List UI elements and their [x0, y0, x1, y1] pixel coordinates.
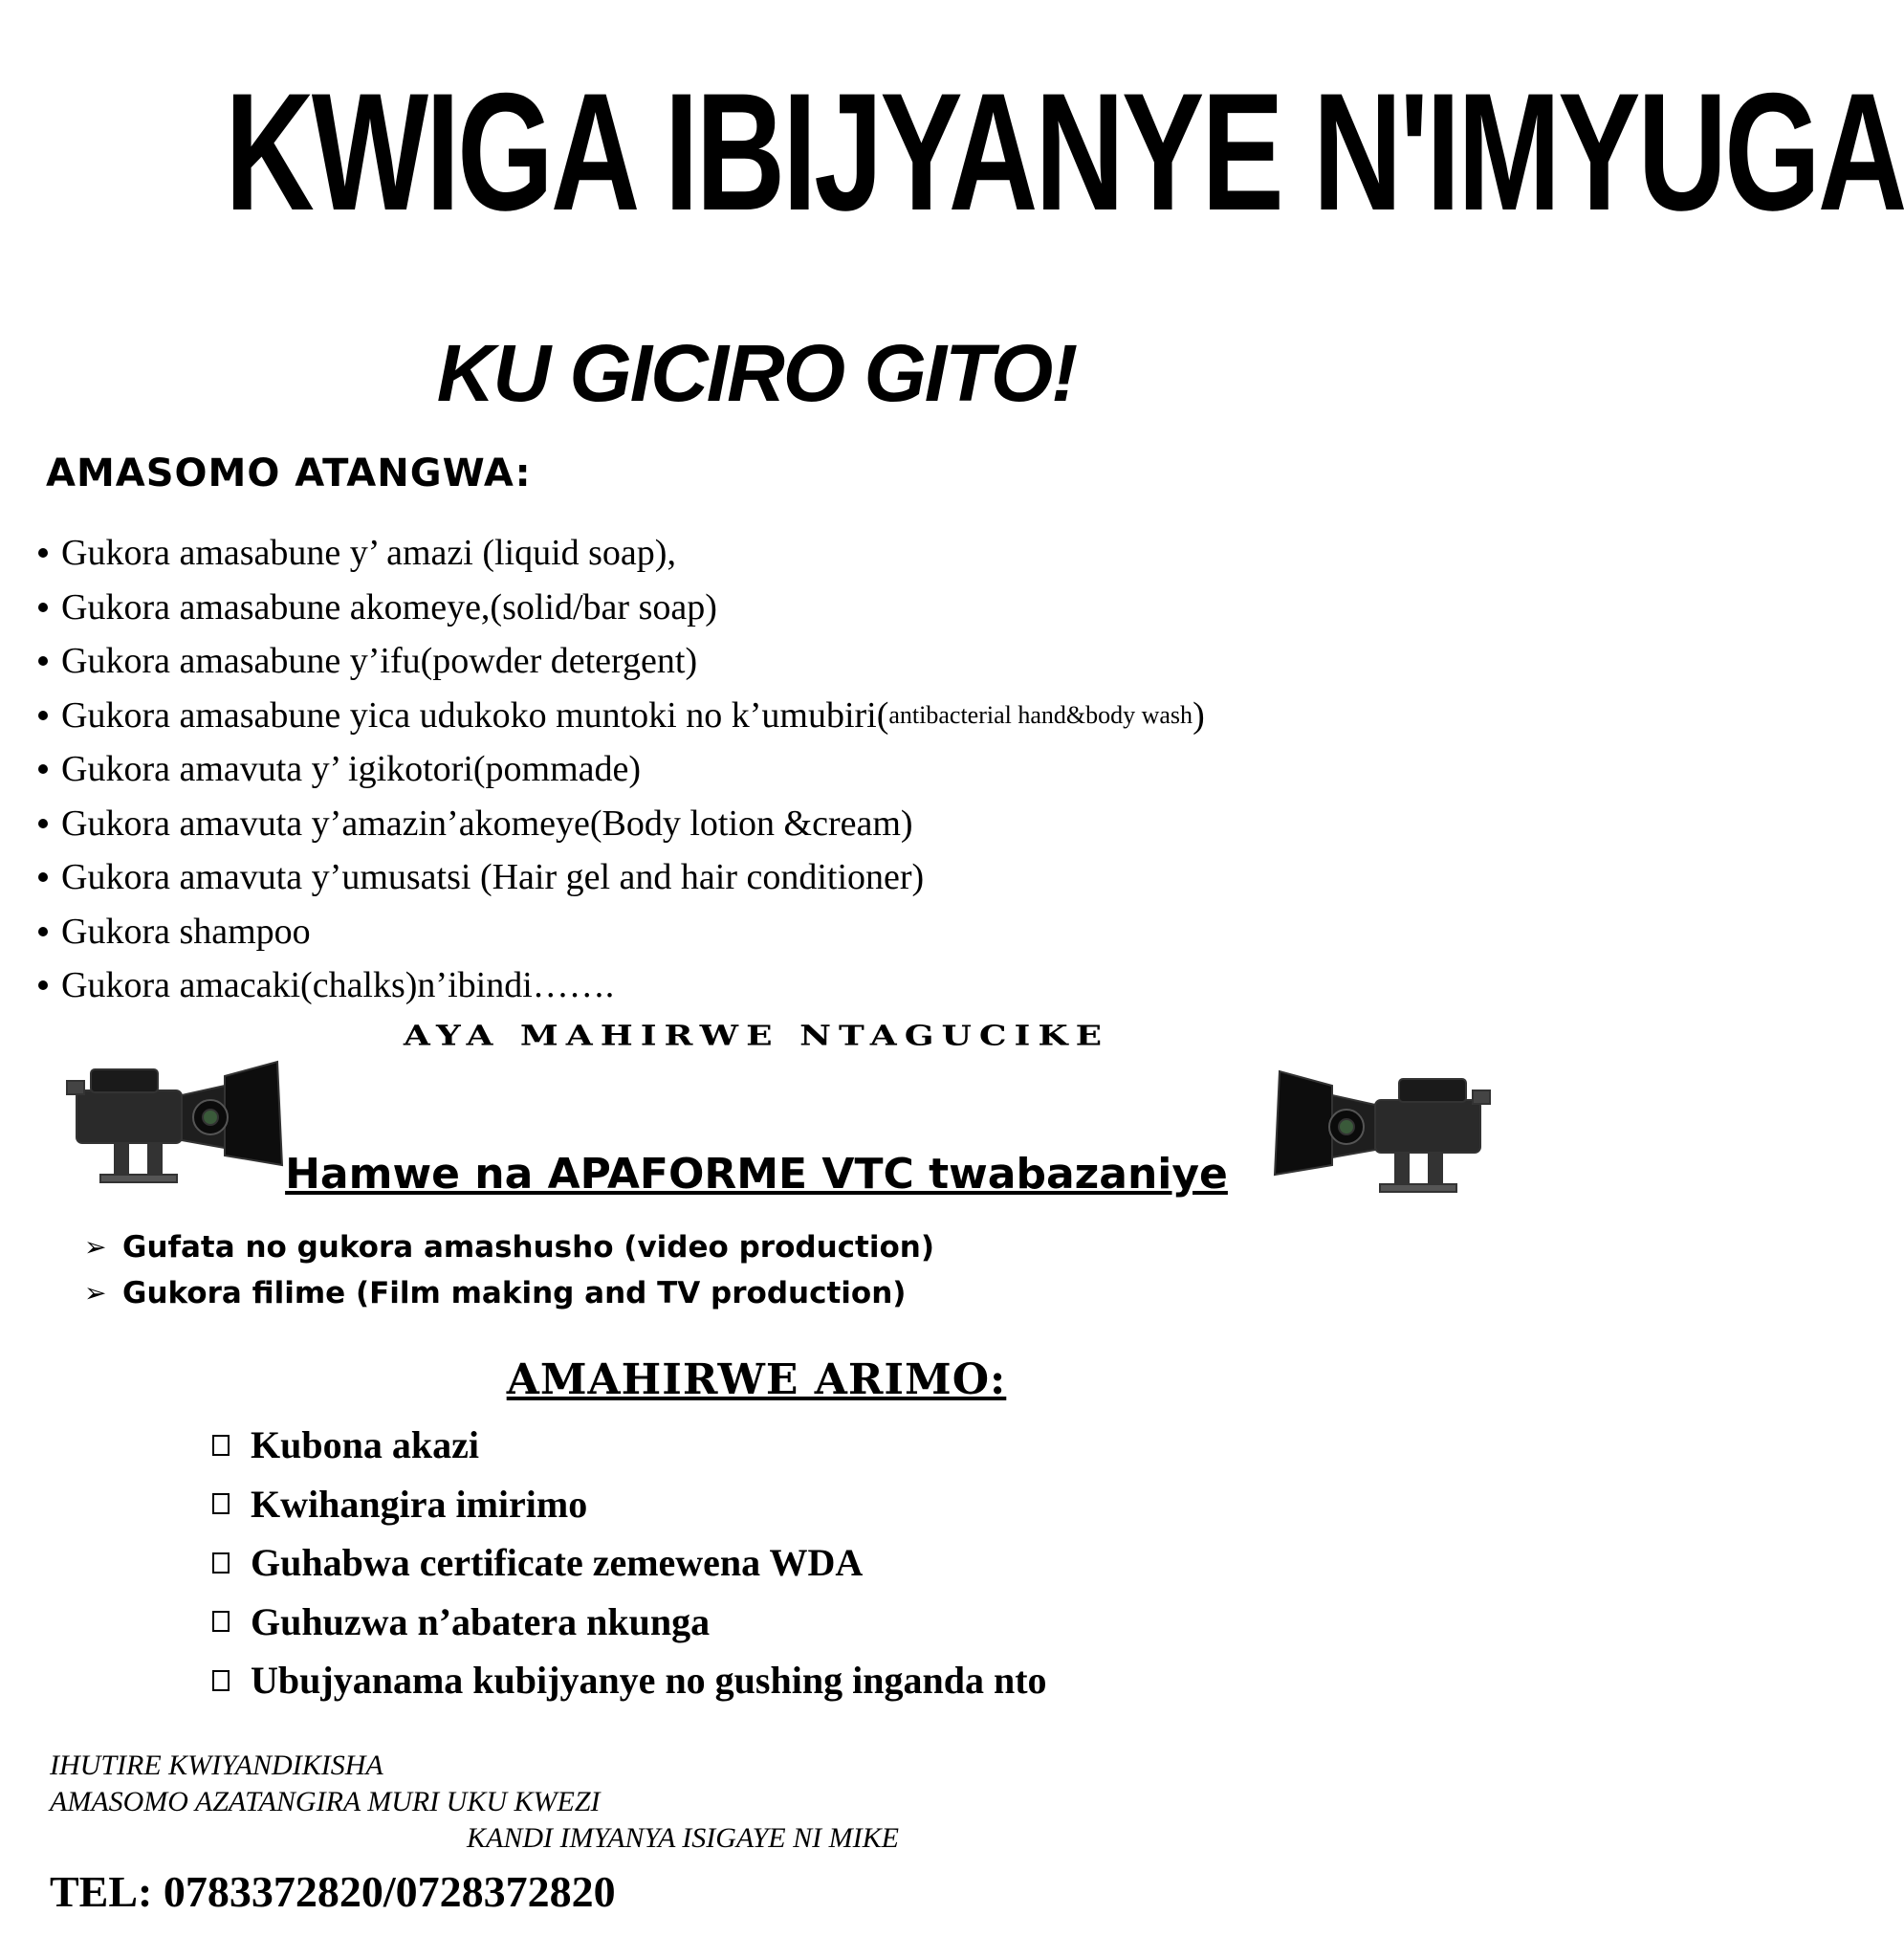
page-title: KWIGA IBIJYANYE N'IMYUGA — [225, 59, 1904, 246]
list-item: Gukora amavuta y’umusatsi (Hair gel and hair conditioner) — [29, 850, 1205, 905]
list-item-note: antibacterial hand&body wash — [888, 700, 1193, 729]
list-item: Gukora amasabune yica udukoko muntoki no k’umubiri ( antibacterial hand&body wash ) — [29, 689, 1205, 743]
courses-heading: AMASOMO ATANGWA: — [46, 451, 532, 495]
list-item: Kwihangira imirimo — [212, 1475, 1047, 1534]
bullet-icon — [38, 711, 48, 720]
list-item: Guhuzwa n’abatera nkunga — [212, 1593, 1047, 1652]
footer-line-register: IHUTIRE KWIYANDIKISHA — [50, 1750, 383, 1781]
list-item: Kubona akazi — [212, 1416, 1047, 1475]
list-item: Ubujyanama kubijyanye no gushing inganda nto — [212, 1651, 1047, 1710]
checkbox-icon — [212, 1435, 230, 1456]
checkbox-icon — [212, 1611, 230, 1632]
list-item: Gukora amasabune akomeye,(solid/bar soap) — [29, 581, 1205, 635]
checkbox-icon — [212, 1493, 230, 1514]
courses-list — [29, 526, 1205, 1013]
list-item: Guhabwa certificate zemewena WDA — [212, 1533, 1047, 1593]
checkbox-icon — [212, 1552, 230, 1574]
list-item: ➢ Gukora filime (Film making and TV production) — [84, 1270, 934, 1316]
bullet-icon — [38, 819, 48, 828]
bullet-icon — [38, 656, 48, 666]
bullet-icon — [38, 548, 48, 558]
opportunities-list — [212, 1416, 1047, 1710]
list-item: Gukora amavuta y’amazin’akomeye(Body lotion &cream) — [29, 797, 1205, 851]
video-courses-list — [84, 1224, 934, 1316]
checkbox-icon — [212, 1670, 230, 1691]
footer-line-seats: KANDI IMYANYA ISIGAYE NI MIKE — [467, 1822, 899, 1854]
list-item: Gukora amasabune y’ifu(powder detergent) — [29, 634, 1205, 689]
tagline: AYA MAHIRWE NTAGUCIKE — [403, 1020, 1110, 1052]
bullet-icon — [38, 980, 48, 990]
list-item: Gukora amasabune y’ amazi (liquid soap), — [29, 526, 1205, 581]
opportunities-heading: AMAHIRWE ARIMO: — [506, 1355, 1007, 1404]
telephone: TEL: 0783372820/0728372820 — [50, 1867, 616, 1916]
partner-heading: Hamwe na APAFORME VTC twabazaniye — [285, 1150, 1228, 1199]
list-item: ➢ Gufata no gukora amashusho (video production) — [84, 1224, 934, 1270]
bullet-icon — [38, 872, 48, 882]
arrow-bullet-icon: ➢ — [84, 1277, 107, 1309]
list-item: Gukora amavuta y’ igikotori(pommade) — [29, 742, 1205, 797]
bullet-icon — [38, 603, 48, 612]
arrow-bullet-icon: ➢ — [84, 1231, 107, 1263]
bullet-icon — [38, 764, 48, 774]
list-item: Gukora amacaki(chalks)n’ibindi……. — [29, 958, 1205, 1013]
list-item: Gukora shampoo — [29, 905, 1205, 959]
page-subtitle: KU GICIRO GITO! — [436, 328, 1077, 418]
footer-line-start: AMASOMO AZATANGIRA MURI UKU KWEZI — [50, 1786, 601, 1817]
bullet-icon — [38, 927, 48, 936]
